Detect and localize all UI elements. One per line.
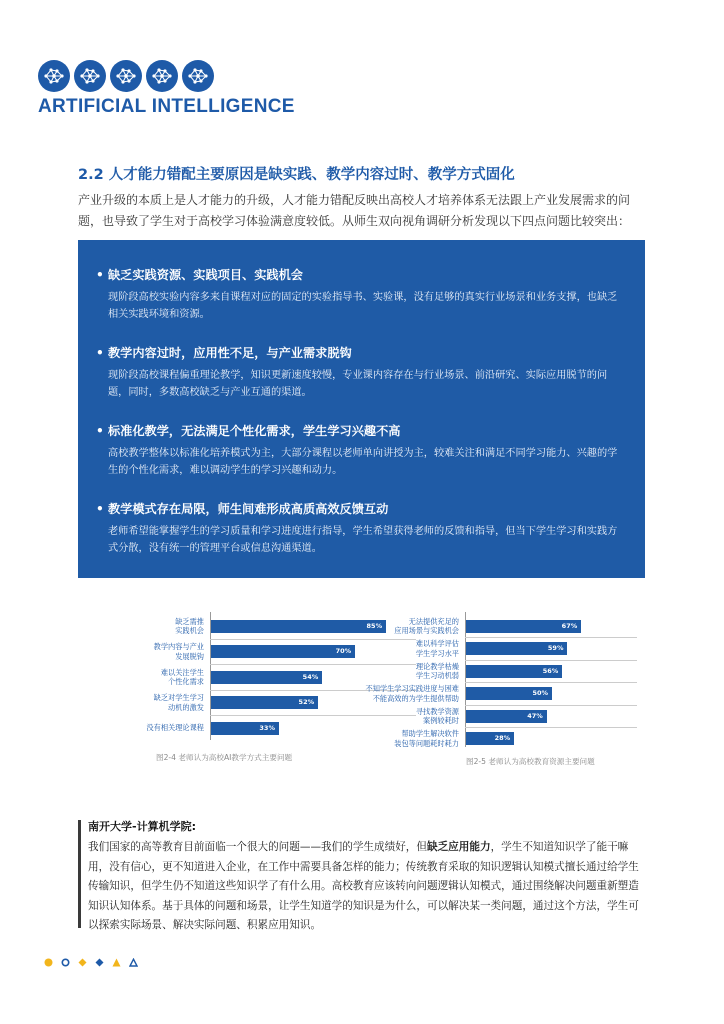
chart-category-line: 案例较耗时 [423, 716, 459, 725]
chart-category-label [154, 642, 204, 661]
network-brain-icon [182, 60, 214, 92]
chart-value-label: 59% [547, 644, 564, 652]
issue-heading: • 标准化教学，无法满足个性化需求，学生学习兴趣不高 [96, 424, 401, 438]
chart-value-label: 28% [494, 734, 511, 742]
chart-gridline [465, 660, 637, 661]
triangle-outline-icon [129, 958, 138, 967]
issue-heading: • 教学内容过时，应用性不足，与产业需求脱钩 [96, 346, 352, 360]
chart-category-line: 寻找教学资源 [415, 706, 459, 716]
chart-value-label: 70% [335, 647, 352, 655]
chart-bar [211, 722, 279, 735]
chart-bar [466, 665, 562, 678]
chart-gridline [465, 682, 637, 683]
quote-text: 我们国家的高等教育目前面临一个很大的问题——我们的学生成绩好，但 [88, 841, 427, 853]
chart-category-line: 发展脱钩 [175, 651, 204, 661]
footer-decoration [44, 958, 138, 967]
chart-value-label: 33% [259, 723, 275, 732]
chart-gridline [465, 705, 637, 706]
chart-category-label [416, 707, 459, 726]
chart-category-line: 无法提供充足的 [408, 616, 459, 626]
chart-value-label: 47% [527, 711, 543, 720]
chart-category-label [416, 639, 459, 658]
chart-category-line: 实践机会 [175, 626, 204, 635]
chart-category-line: 教学内容与产业 [153, 642, 204, 651]
bullet-icon: • [96, 268, 104, 282]
quote-text: ，学生不知道知识学了能干嘛用，没有信心，更不知道进入企业，在工作中需要具备怎样的能力；传统教育采取的知识逻辑认知模式擅长通过给学生传输知识，但学生仍不知道这些知识学了有什么用。高校教育应该转向问题逻辑认知模式，通过围绕解决问题重新塑造知识认知体系。基于具体的问题和场景，让学生知道学的知识是为什么，可以解决某一类问题，通过这个方法，学生可以探索实际场景、解决实际问题、积累应用知识。 [88, 841, 639, 931]
chart-gridline [465, 727, 637, 728]
chart-category-label [394, 729, 459, 748]
chart-caption-2-4: 图2-4 老师认为高校AI教学方式主要问题 [156, 753, 293, 762]
network-brain-icon [110, 60, 142, 92]
chart-category-line: 装包等问题耗时耗力 [394, 738, 459, 748]
chart-value-label: 52% [298, 698, 315, 706]
chart-category-line: 缺乏对学生学习 [153, 693, 204, 702]
issues-panel [78, 240, 645, 578]
chart-category-line: 学生学习水平 [415, 648, 459, 658]
chart-category-line: 帮助学生解决软件 [401, 729, 459, 738]
chart-category-line: 不能高效的为学生提供帮助 [372, 693, 459, 703]
bullet-icon: • [96, 346, 104, 360]
chart-caption-2-5: 图2-5 老师认为高校教育资源主要问题 [466, 757, 595, 766]
chart-category-line: 理论教学枯燥 [415, 661, 459, 671]
chart-category-line: 应用场景与实践机会 [394, 626, 459, 635]
quote-body [88, 838, 646, 936]
teacher-resource-issues-chart [350, 612, 640, 752]
issue-body: 现阶段高校课程偏重理论教学，知识更新速度较慢，专业课内容存在与行业场景、前沿研究、实际应用脱节的问题，同时，多数高校缺乏与产业互通的渠道。 [108, 370, 608, 398]
issue-heading: • 教学模式存在局限，师生间难形成高质高效反馈互动 [96, 502, 389, 516]
issue-item [96, 500, 626, 557]
quote-bar [78, 820, 81, 928]
bullet-icon: • [96, 502, 104, 516]
chart-bar [466, 687, 552, 700]
chart-category-line: 缺乏需推 [175, 616, 204, 626]
diamond-icon [95, 958, 104, 967]
chart-category-label [146, 723, 204, 733]
ring-icon [61, 958, 70, 967]
chart-category-label [394, 617, 459, 636]
chart-bar [466, 642, 567, 655]
chart-category-label [366, 684, 459, 703]
issue-item [96, 344, 626, 401]
chart-value-label: 54% [302, 672, 319, 681]
chart-gridline [465, 637, 637, 638]
brand-title: ARTIFICIAL INTELLIGENCE [38, 96, 295, 117]
section-title: 2.2 人才能力错配主要原因是缺实践、教学内容过时、教学方式固化 [78, 167, 515, 183]
chart-value-label: 50% [532, 689, 548, 697]
section-intro: 产业升级的本质上是人才能力的升级，人才能力错配反映出高校人才培养体系无法跟上产业发展需求的问题，也导致了学生对于高校学习体验满意度较低。从师生双向视角调研分析发现以下四点问题比较突出： [78, 193, 631, 228]
chart-category-line: 动机的激发 [168, 702, 204, 712]
logo-icon-row [38, 60, 214, 92]
chart-category-label [175, 617, 204, 636]
diamond-icon [78, 958, 87, 967]
chart-category-label [154, 693, 204, 712]
chart-category-label [416, 662, 459, 681]
issue-body: 现阶段高校实验内容多来自课程对应的固定的实验指导书、实验课，没有足够的真实行业场景和业务支撑，也缺乏相关实践环境和资源。 [108, 292, 618, 320]
chart-value-label: 85% [366, 621, 383, 630]
chart-category-line: 难以关注学生 [160, 667, 204, 677]
issue-item [96, 266, 626, 323]
quote-title: 南开大学-计算机学院: [88, 820, 196, 833]
chart-bar [466, 620, 581, 633]
bullet-icon: • [96, 424, 104, 438]
chart-category-line: 个性化需求 [168, 677, 204, 686]
issue-heading: • 缺乏实践资源、实践项目、实践机会 [96, 268, 303, 282]
quote-emphasis: 缺乏应用能力 [427, 841, 491, 853]
teacher-teaching-issues-chart [80, 612, 383, 747]
chart-category-line: 难以科学评估 [415, 639, 459, 648]
chart-category-label [161, 668, 204, 687]
network-brain-icon [146, 60, 178, 92]
chart-bar [466, 710, 547, 723]
issue-body: 高校教学整体以标准化培养模式为主，大部分课程以老师单向讲授为主，较难关注和满足不同学习能力、兴趣的学生的个性化需求，难以调动学生的学习兴趣和动力。 [108, 448, 618, 476]
issue-body: 老师希望能掌握学生的学习质量和学习进度进行指导，学生希望获得老师的反馈和指导，但当下学生学习和实践方式分散，没有统一的管理平台或信息沟通渠道。 [108, 526, 618, 554]
chart-category-line: 不知学生学习实践进度与困难 [365, 684, 459, 693]
chart-bar [211, 696, 318, 709]
network-brain-icon [38, 60, 70, 92]
chart-bar [211, 671, 322, 684]
network-brain-icon [74, 60, 106, 92]
chart-value-label: 56% [542, 666, 559, 675]
chart-category-line: 学生习动机弱 [415, 671, 459, 680]
chart-bar [466, 732, 514, 745]
chart-value-label: 67% [561, 621, 578, 630]
triangle-icon [112, 958, 121, 967]
chart-category-line: 没有相关理论课程 [146, 723, 204, 733]
chart-bar [211, 645, 355, 658]
dot-icon [44, 958, 53, 967]
issue-item [96, 422, 626, 479]
